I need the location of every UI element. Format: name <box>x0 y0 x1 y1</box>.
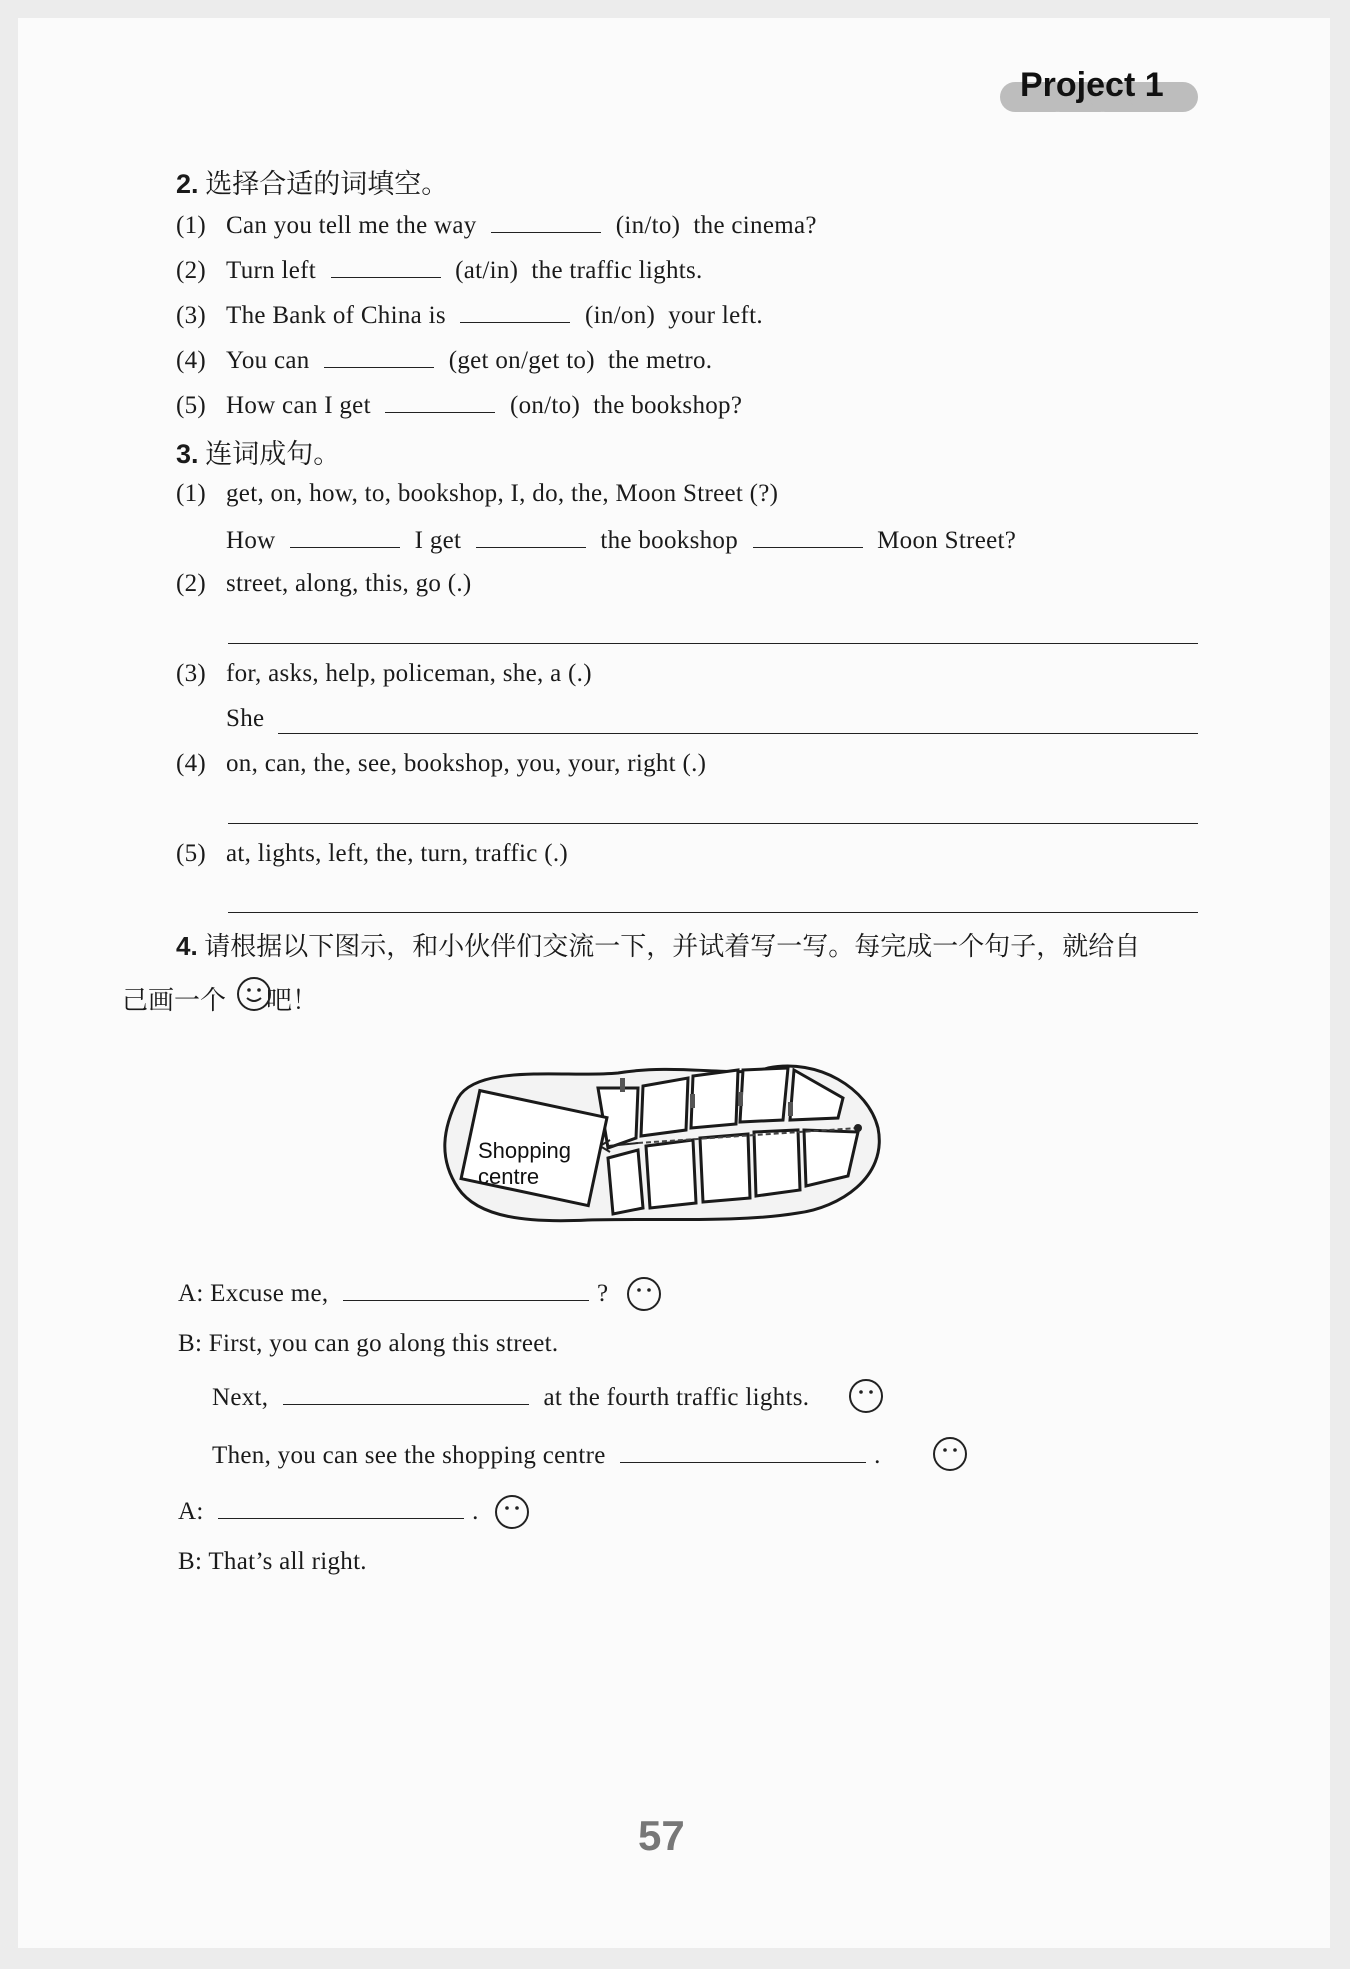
answer-blank[interactable] <box>491 210 601 233</box>
answer-line[interactable] <box>228 912 1198 913</box>
s3-item-1-words: (1) get, on, how, to, bookshop, I, do, the, Moon Street (?) <box>176 480 779 507</box>
s3-item-4-words: (4) on, can, the, see, bookshop, you, your, right (.) <box>176 750 707 777</box>
answer-blank[interactable] <box>385 390 495 413</box>
answer-line[interactable] <box>228 823 1198 824</box>
project-header-badge <box>1000 64 1198 114</box>
answer-blank[interactable] <box>283 1382 529 1405</box>
city-block <box>740 1068 788 1122</box>
project-label: Project 1 <box>1020 66 1164 104</box>
answer-blank[interactable] <box>620 1440 866 1463</box>
dialogue-b4: B: That’s all right. <box>178 1548 367 1575</box>
section-4-instruction-line-1: 4. 请根据以下图示，和小伙伴们交流一下，并试着写一写。每完成一个句子，就给自 <box>176 931 1141 961</box>
s2-item-5: (5) How can I get (on/to) the bookshop? <box>176 392 743 419</box>
smiley-face-icon[interactable] <box>626 1276 662 1312</box>
s2-item-4: (4) You can (get on/get to) the metro. <box>176 347 713 374</box>
city-block <box>691 1070 738 1128</box>
smiley-face-icon <box>236 976 272 1012</box>
answer-blank[interactable] <box>343 1278 589 1301</box>
s3-item-1-answer: How I get the bookshop Moon Street? <box>226 527 1017 554</box>
dialogue-b2: Next, at the fourth traffic lights. <box>212 1384 810 1411</box>
city-block <box>700 1134 750 1202</box>
section-4-instruction-line-2: 己画一个 吧！ <box>122 986 319 1015</box>
shopping-label-2: centre <box>478 1164 540 1189</box>
section-3-heading: 3. 连词成句。 <box>176 439 341 469</box>
dialogue-b1: B: First, you can go along this street. <box>178 1330 559 1357</box>
smiley-face-icon[interactable] <box>848 1378 884 1414</box>
dialogue-b3: Then, you can see the shopping centre . <box>212 1442 881 1469</box>
smiley-face-icon[interactable] <box>932 1436 968 1472</box>
answer-blank[interactable] <box>753 525 863 548</box>
dialogue-a2: A: . <box>178 1498 479 1525</box>
route-start-dot <box>854 1124 862 1132</box>
smiley-face-icon[interactable] <box>494 1494 530 1530</box>
city-block <box>608 1150 643 1214</box>
s2-item-3: (3) The Bank of China is (in/on) your left. <box>176 302 763 329</box>
s3-item-2-words: (2) street, along, this, go (.) <box>176 570 472 597</box>
s3-item-3-words: (3) for, asks, help, policeman, she, a (.) <box>176 660 592 687</box>
answer-line[interactable] <box>278 733 1198 734</box>
s3-item-5-words: (5) at, lights, left, the, turn, traffic (.) <box>176 840 568 867</box>
answer-blank[interactable] <box>460 300 570 323</box>
answer-blank[interactable] <box>324 345 434 368</box>
section-2-heading: 2. 选择合适的词填空。 <box>176 169 449 199</box>
s3-item-3-answer-start: She <box>226 705 265 732</box>
answer-blank[interactable] <box>476 525 586 548</box>
answer-blank[interactable] <box>218 1496 464 1519</box>
answer-blank[interactable] <box>290 525 400 548</box>
answer-blank[interactable] <box>331 255 441 278</box>
city-block <box>646 1140 696 1208</box>
s2-item-2: (2) Turn left (at/in) the traffic lights. <box>176 257 703 284</box>
shopping-label-1: Shopping <box>478 1138 571 1163</box>
street-map-diagram <box>438 1058 888 1228</box>
page-number: 57 <box>638 1812 685 1859</box>
answer-line[interactable] <box>228 643 1198 644</box>
city-block <box>754 1130 800 1196</box>
city-block <box>641 1078 688 1136</box>
dialogue-a1: A: Excuse me, ? <box>178 1280 609 1307</box>
s2-item-1: (1) Can you tell me the way (in/to) the cinema? <box>176 212 817 239</box>
